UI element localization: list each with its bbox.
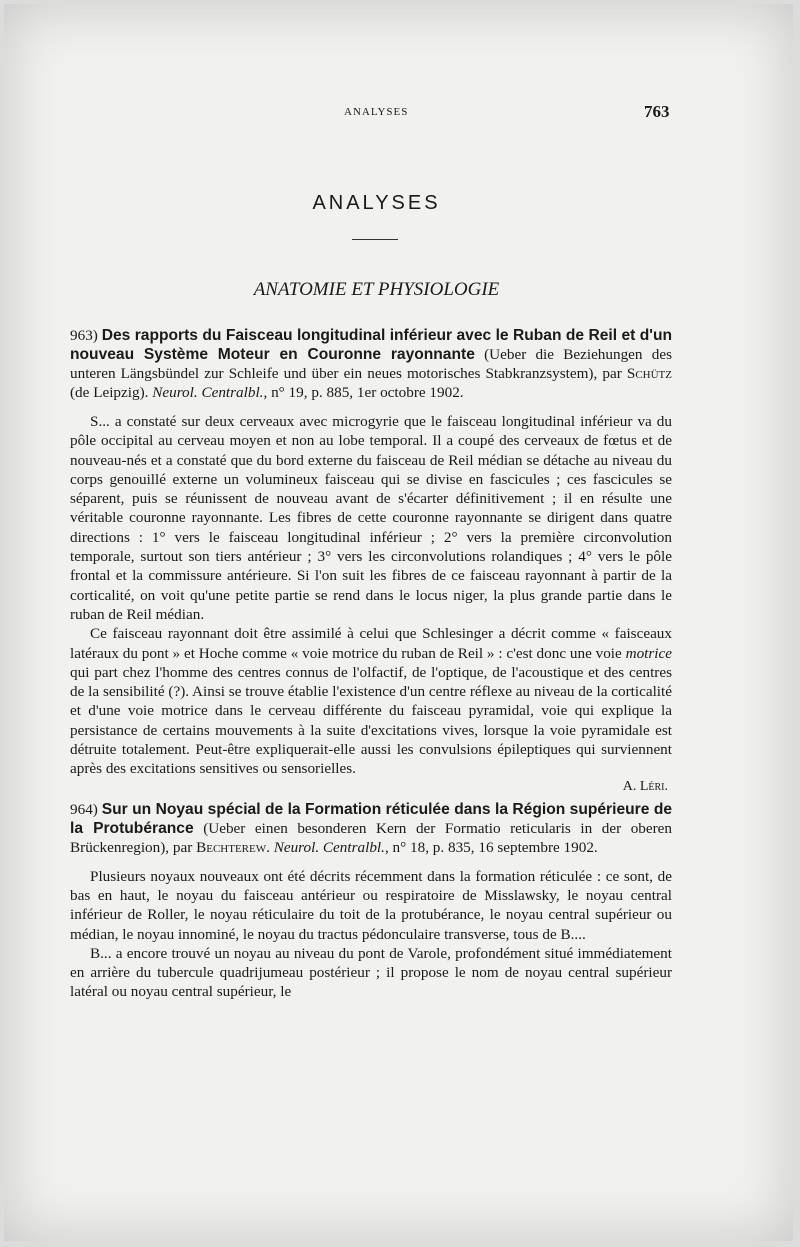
- entry-reference: (Ueber die Beziehungen des unteren Längsbündel zur Schleife und über ein neues motorisches Stabkranzsystem), par: [70, 346, 672, 382]
- entry-citation: , n° 18, p. 835, 16 septembre 1902.: [384, 838, 598, 856]
- entry-title: Des rapports du Faisceau longitudinal inférieur avec le Ruban de Reil et d'un nouveau Système Moteur en Couronne rayonnante: [70, 327, 673, 363]
- page-header: [4, 102, 800, 126]
- entry-author: Schütz: [626, 365, 673, 382]
- entry-author: Bechterew.: [196, 838, 270, 856]
- paragraph: B... a encore trouvé un noyau au niveau du pont de Varole, profondément situé immédiatement en arrière du tubercule quadrijumeau postérieur ; il propose le nom de noyau central supérieur latéral ou noyau central supérieur, le: [70, 944, 672, 1001]
- article-body: [70, 326, 672, 1002]
- signature: A. Léri.: [622, 778, 668, 794]
- entry-citation: , n° 19, p. 885, 1er octobre 1902.: [263, 384, 464, 401]
- entry-heading: [70, 800, 672, 857]
- entry-journal: Neurol. Centralbl.: [152, 384, 264, 401]
- emphasis: motrice: [625, 644, 673, 662]
- paragraph-text: qui part chez l'homme des centres connus de l'olfactif, de l'optique, de l'acoustique et des centres de la sensibilité (?). Ainsi se trouve établie l'existence d'un centre réflexe au niveau de la corticalité et d'une voie motrice dans le cerveau différente du faisceau pyramidal, voie qui explique la persistance de certains mouvements à la suite d'excitations vives, lorsque la voie pyramidale est détruite totalement. Peut-être expliquerait-elle aussi les convulsions épileptiques qui surviennent après des excitations sensitives ou sensorielles.: [70, 663, 672, 778]
- subsection-title: ANATOMIE ET PHYSIOLOGIE: [253, 279, 500, 300]
- paragraph: Plusieurs noyaux nouveaux ont été décrits récemment dans la formation réticulée : ce sont, de bas en haut, le noyau du faisceau antérieur ou respiratoire de Misslawsky, le noyau central inférieur de Roller, le noyau réticulaire du toit de la protubérance, le noyau central supérieur ou médian, le noyau innominé, le noyau du tractus pédonculaire transverse, tous de B....: [70, 867, 672, 943]
- entry-journal: Neurol. Centralbl.: [273, 838, 385, 856]
- entry-number: 963): [70, 327, 98, 344]
- section-title: ANALYSES: [312, 192, 441, 214]
- entry-number: 964): [70, 800, 98, 818]
- paragraph: S... a constaté sur deux cerveaux avec microgyrie que le faisceau longitudinal inférieur va du pôle occipital au cerveau moyen et non au lobe temporal. Il a coupé des cerveaux de fœtus et de nouveau-nés et a constaté que du bord externe du faisceau de Reil médian se détache au niveau du corps genouillé externe un volumineux faisceau qui se divise en fascicules ; ces fascicules se séparent, puis se réunissent de nouveau avant de s'écarter définitivement ; il en résulte une véritable couronne rayonnante. Les fibres de cette couronne rayonnante se dirigent dans quatre directions : 1° vers le faisceau longitudinal inférieur ; 2° vers la première circonvolution temporale, surtout son tiers antérieur ; 3° vers les circonvolutions rolandiques ; 4° vers le pôle frontal et la commissure antérieure. Si l'on suit les fibres de ce faisceau rayonnant à partir de la corticalité, on voit qu'une petite partie se rend dans le locus niger, la plus grande partie dans le ruban de Reil médian.: [70, 413, 672, 623]
- entry-author-origin: (de Leipzig).: [70, 384, 149, 401]
- running-title: ANALYSES: [344, 106, 409, 118]
- page-number: 763: [644, 102, 670, 121]
- page: [4, 4, 793, 1241]
- entry-964: [70, 800, 672, 1002]
- entry-heading: [70, 326, 672, 402]
- paragraph-text: Ce faisceau rayonnant doit être assimilé à celui que Schlesinger a décrit comme « faisceaux latéraux du pont » et Hoche comme « voie motrice du ruban de Reil » : c'est donc une voie: [70, 625, 672, 662]
- entry-963: [70, 326, 672, 794]
- title-rule: [352, 239, 398, 240]
- entry-reference: (Ueber einen besonderen Kern der Formatio reticularis in der oberen Brückenregion), par: [70, 819, 673, 856]
- entry-title: Sur un Noyau spécial de la Formation réticulée dans la Région supérieure de la Protubérance: [70, 800, 673, 837]
- paragraph: [70, 624, 672, 778]
